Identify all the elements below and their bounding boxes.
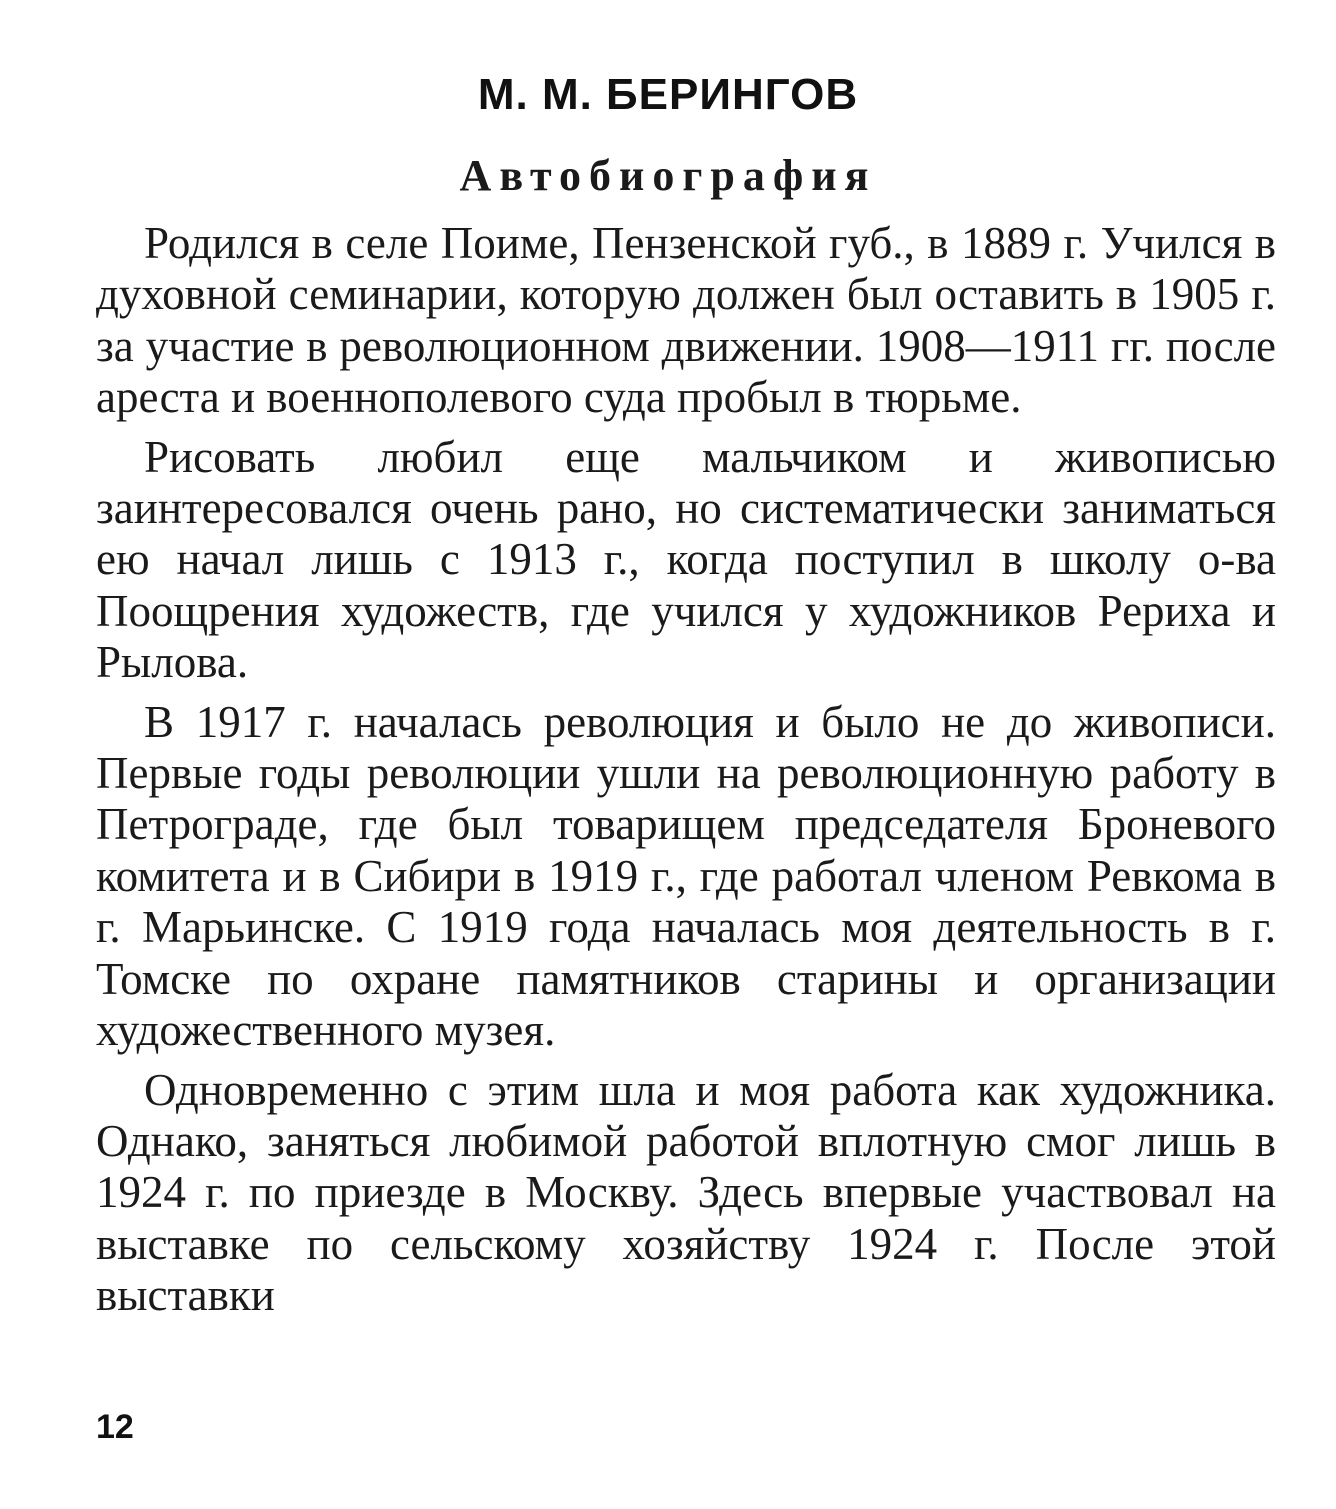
paragraph: Одновременно с этим шла и моя работа как художника. Однако, заняться любимой работой вплотную смог лишь в 1924 г. по приезде в Москву. Здесь впервые участвовал на выставке по сельскому хозяйству 1924 г. После этой выставки — [96, 1064, 1276, 1321]
page-number: 12 — [96, 1408, 134, 1446]
paragraph: Рисовать любил еще мальчиком и живописью заинтересовался очень рано, но систематически заниматься ею начал лишь с 1913 г., когда поступил в школу о-ва Поощрения художеств, где учился у художников Рериха и Рылова. — [96, 431, 1276, 688]
paragraph: Родился в селе Поиме, Пензенской губ., в 1889 г. Учился в духовной семинарии, которую должен был оставить в 1905 г. за участие в революционном движении. 1908—1911 гг. после ареста и военнополевого суда пробыл в тюрьме. — [96, 218, 1276, 423]
section-subtitle: Автобиография — [459, 151, 877, 200]
paragraph: В 1917 г. началась революция и было не до живописи. Первые годы революции ушли на революционную работу в Петрограде, где был товарищем председателя Броневого комитета и в Сибири в 1919 г., где работал членом Ревкома в г. Марьинске. С 1919 года началась моя деятельность в г. Томске по охране памятников старины и организации художественного музея. — [96, 696, 1276, 1056]
author-title: М. М. БЕРИНГОВ — [477, 70, 859, 119]
body-text — [96, 218, 1276, 1330]
